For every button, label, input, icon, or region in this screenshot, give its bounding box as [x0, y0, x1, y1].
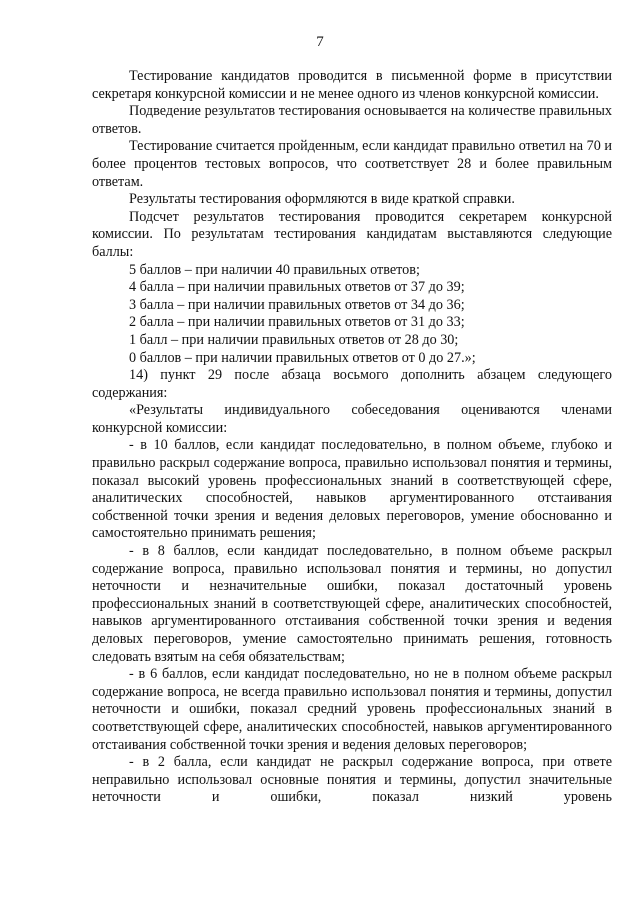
document-body: [92, 68, 612, 807]
score-line-0: 0 баллов – при наличии правильных ответов от 0 до 27.»;: [129, 349, 476, 366]
paragraph-interview-intro: «Результаты индивидуального собеседования оцениваются членами конкурсной комиссии:: [92, 402, 612, 436]
paragraph-results-count: Подсчет результатов тестирования проводится секретарем конкурсной комиссии. По результатам тестирования кандидатам выставляются следующие баллы:: [92, 208, 612, 260]
paragraph-results-certificate: Результаты тестирования оформляются в виде краткой справки.: [129, 191, 515, 208]
score-line-4: 4 балла – при наличии правильных ответов от 37 до 39;: [129, 279, 465, 296]
paragraph-pass-threshold: Тестирование считается пройденным, если кандидат правильно ответил на 70 и более процентов тестовых вопросов, что соответствует 28 и более правильным ответам.: [92, 138, 612, 190]
paragraph-amendment-14: 14) пункт 29 после абзаца восьмого дополнить абзацем следующего содержания:: [92, 367, 612, 401]
criteria-2-points: - в 2 балла, если кандидат не раскрыл содержание вопроса, при ответе неправильно использовал основные понятия и термины, допустил значительные неточности и ошибки, показал низкий уровень: [92, 754, 612, 806]
page-number: 7: [316, 34, 324, 50]
score-line-1: 1 балл – при наличии правильных ответов от 28 до 30;: [129, 331, 459, 348]
score-line-5: 5 баллов – при наличии 40 правильных ответов;: [129, 261, 420, 278]
score-line-2: 2 балла – при наличии правильных ответов от 31 до 33;: [129, 314, 465, 331]
paragraph-testing-form: Тестирование кандидатов проводится в письменной форме в присутствии секретаря конкурсной комиссии и не менее одного из членов конкурсной комиссии.: [92, 68, 612, 102]
score-line-3: 3 балла – при наличии правильных ответов от 34 до 36;: [129, 296, 465, 313]
criteria-10-points: - в 10 баллов, если кандидат последовательно, в полном объеме, глубоко и правильно раскрыл содержание вопроса, правильно использовал понятия и термины, показал высокий уровень профессиональных знаний в соответствующей сфере, аналитических способностей, навыков аргументированного отстаивания собственной точки зрения и ведения деловых переговоров, умение обоснованно и самостоятельно принимать решения;: [92, 437, 612, 542]
criteria-8-points: - в 8 баллов, если кандидат последовательно, в полном объеме раскрыл содержание вопроса, правильно использовал понятия и термины, но допустил неточности и незначительные ошибки, показал достаточный уровень профессиональных знаний в соответствующей сфере, аналитических способностей, навыков аргументированного отстаивания собственной точки зрения и ведения деловых переговоров, умение самостоятельно принимать решения, готовность следовать взятым на себя обязательствам;: [92, 543, 612, 665]
criteria-6-points: - в 6 баллов, если кандидат последовательно, но не в полном объеме раскрыл содержание вопроса, не всегда правильно использовал понятия и термины, допустил неточности и ошибки, показал средний уровень профессиональных знаний в соответствующей сфере, аналитических способностей, навыков аргументированного отстаивания собственной точки зрения и ведения деловых переговоров;: [92, 666, 612, 753]
paragraph-results-basis: Подведение результатов тестирования основывается на количестве правильных ответов.: [92, 103, 612, 137]
